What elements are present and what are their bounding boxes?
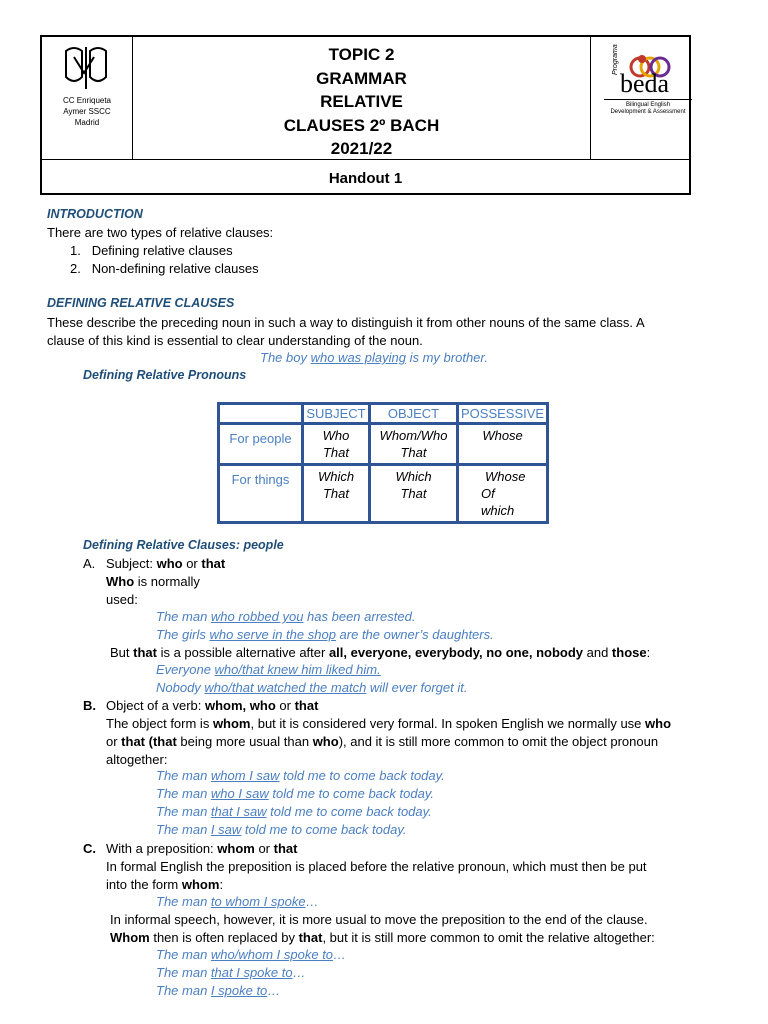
defining-para: clause of this kind is essential to clear understanding of the noun. xyxy=(47,333,423,348)
section-c-marker: C. xyxy=(83,841,96,856)
table-row: For people Who That Whom/Who That Whose xyxy=(219,424,548,465)
list-item: 1. Defining relative clauses xyxy=(70,243,233,258)
example-sentence: The man that I saw told me to come back today. xyxy=(156,804,432,819)
table-header: SUBJECT xyxy=(303,404,370,424)
school-name: CC Enriqueta Aymer SSCC Madrid xyxy=(62,96,112,127)
example-sentence: The girls who serve in the shop are the owner’s daughters. xyxy=(156,627,494,642)
example-sentence: Everyone who/that knew him liked him. xyxy=(156,662,381,677)
page-title: TOPIC 2 GRAMMAR RELATIVE CLAUSES 2º BACH 2021/22 xyxy=(283,45,440,158)
section-c-text: In formal English the preposition is placed before the relative pronoun, which must then be put xyxy=(106,859,647,874)
defining-para: These describe the preceding noun in such a way to distinguish it from other nouns of the same class. A xyxy=(47,315,645,330)
section-c-text: In informal speech, however, it is more usual to move the preposition to the end of the clause. xyxy=(110,912,648,927)
section-c-text: into the form whom: xyxy=(106,877,224,892)
section-b-text: The object form is whom, but it is considered very formal. In spoken English we normally use who xyxy=(106,716,672,731)
example-sentence: The man who/whom I spoke to… xyxy=(156,947,347,962)
section-c-title: With a preposition: whom or that xyxy=(106,841,298,856)
section-a-note: But that is a possible alternative after all, everyone, everybody, no one, nobody and those: xyxy=(110,645,651,660)
example-sentence: The man who I saw told me to come back today. xyxy=(156,786,434,801)
example-sentence: The man whom I saw told me to come back today. xyxy=(156,768,445,783)
pronoun-table xyxy=(217,402,549,524)
section-a-text: used: xyxy=(106,592,138,607)
header-box xyxy=(40,35,691,195)
example-sentence: The man I saw told me to come back today. xyxy=(156,822,407,837)
intro-text: There are two types of relative clauses: xyxy=(47,225,274,240)
example-sentence: The man I spoke to… xyxy=(156,983,281,998)
section-a-title: Subject: who or that xyxy=(106,556,226,571)
example-sentence: The man to whom I spoke… xyxy=(156,894,319,909)
example-sentence: The boy who was playing is my brother. xyxy=(260,350,488,365)
example-sentence: The man who robbed you has been arrested. xyxy=(156,609,416,624)
defining-heading: DEFINING RELATIVE CLAUSES xyxy=(47,296,235,310)
section-a-marker: A. xyxy=(83,556,96,571)
section-b-marker: B. xyxy=(83,698,96,713)
example-sentence: Nobody who/that watched the match will ever forget it. xyxy=(156,680,468,695)
list-item: 2. Non-defining relative clauses xyxy=(70,261,259,276)
school-logo xyxy=(60,43,116,93)
beda-logo: Programa beda Bilingual English Development & Assessment xyxy=(604,47,692,127)
section-a-text: Who is normally xyxy=(106,574,200,589)
handout-label: Handout 1 xyxy=(328,170,403,187)
table-header: OBJECT xyxy=(370,404,458,424)
table-header: POSSESSIVE xyxy=(458,404,548,424)
section-c-text: Whom then is often replaced by that, but it is still more common to omit the relative altogether: xyxy=(110,930,655,945)
table-row: For things Which That Which That Whose Of which xyxy=(219,465,548,523)
example-sentence: The man that I spoke to… xyxy=(156,965,306,980)
section-b-text: altogether: xyxy=(106,752,168,767)
section-b-title: Object of a verb: whom, who or that xyxy=(106,698,319,713)
pronouns-heading: Defining Relative Pronouns xyxy=(83,368,247,382)
people-heading: Defining Relative Clauses: people xyxy=(83,538,284,552)
intro-heading: INTRODUCTION xyxy=(47,207,143,221)
section-b-text: or that (that being more usual than who), and it is still more common to omit the object pronoun xyxy=(106,734,659,749)
